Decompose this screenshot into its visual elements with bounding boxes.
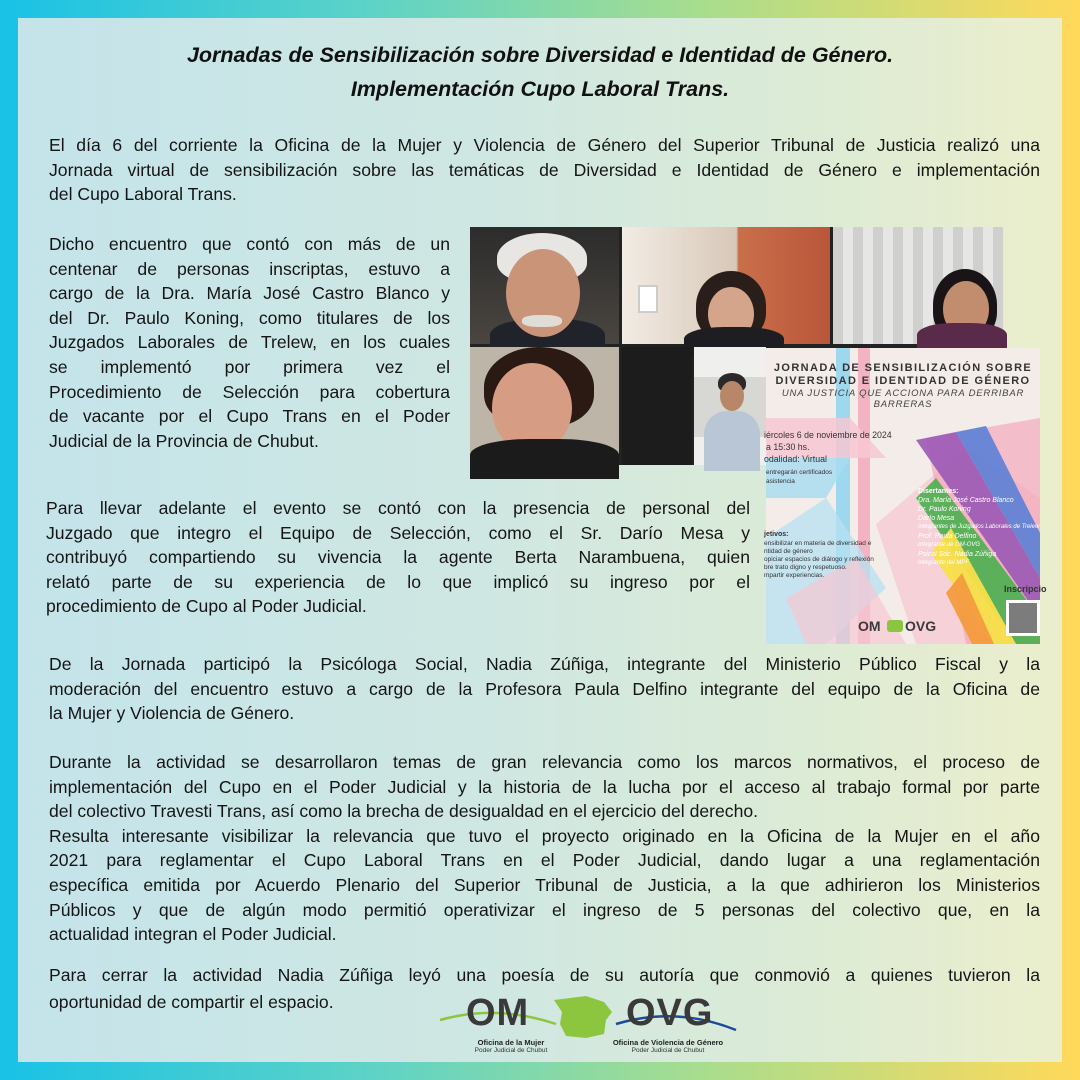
text-line: centenar de personas inscriptas, estuvo a xyxy=(49,258,450,279)
paragraph-intro xyxy=(49,133,1040,207)
text-line: procedimiento de Cupo al Poder Judicial. xyxy=(46,596,367,617)
flyer-om-logo: OM xyxy=(858,618,881,634)
text-line: de vacante por el Cupo Trans en el Poder xyxy=(49,406,450,427)
flyer-objective: bre trato digno y respetuoso. xyxy=(764,564,847,571)
video-tile-participant xyxy=(470,347,619,465)
flyer-ovg-logo: OVG xyxy=(905,618,937,634)
flyer-speaker: Integrante de OM-OVG xyxy=(918,542,981,548)
flyer-map-logo-icon xyxy=(887,620,903,632)
video-tile-participant xyxy=(833,227,1004,344)
paragraph-topics xyxy=(49,750,1040,947)
flyer-speaker: Prof. Paula Delfino xyxy=(918,533,977,540)
text-line: del Cupo Laboral Trans. xyxy=(49,184,237,205)
text-line: Dicho encuentro que contó con más de un xyxy=(49,234,450,254)
flyer-speaker: Psicol Soc. Nadia Zúñiga xyxy=(918,551,997,558)
page-subtitle: Implementación Cupo Laboral Trans. xyxy=(350,77,730,101)
text-line: Para cerrar la actividad Nadia Zúñiga leyó una poesía de su autoría que conmovió a quienes tuvieron la xyxy=(49,965,1040,985)
video-tile-participant xyxy=(470,227,619,344)
flyer-speaker: Integrante del MPF xyxy=(918,560,970,566)
flyer-speaker: Dra. María José Castro Blanco xyxy=(918,497,1014,504)
text-line: Judicial de la Provincia de Chubut. xyxy=(49,430,319,451)
flyer-cert-line2: asistencia xyxy=(766,478,795,485)
video-tile-off xyxy=(622,347,692,465)
flyer-objective: opiciar espacios de diálogo y reflexión xyxy=(764,556,874,563)
text-line: cargo de la Dra. María José Castro Blanco y xyxy=(49,283,450,304)
paragraph-participants xyxy=(49,652,1040,726)
ovg-logo-text: OVG xyxy=(626,992,714,1034)
text-line: Jornada virtual de sensibilización sobre las temáticas de Diversidad e Identidad de Género e implementación xyxy=(49,159,1040,180)
om-logo-name: Oficina de la Mujer xyxy=(477,1038,545,1047)
text-line: del Dr. Paulo Koning, como titulares de los xyxy=(49,307,450,328)
flyer-time: a 15:30 hs. xyxy=(766,442,810,452)
om-logo-text: OM xyxy=(466,992,530,1034)
text-line: oportunidad de compartir el espacio. xyxy=(49,992,334,1012)
text-line: se implementó por primera vez el xyxy=(49,356,450,377)
text-line: moderación del encuentro estuvo a cargo de la Profesora Paula Delfino integrante del equipo de la Oficina de xyxy=(49,678,1040,699)
video-tile-participant xyxy=(622,227,830,344)
flyer-speaker: Integrantes de Juzgados Laborales de Trelew xyxy=(918,524,1040,530)
text-line: De la Jornada participó la Psicóloga Social, Nadia Zúñiga, integrante del Ministerio Público Fiscal y la xyxy=(49,654,1040,674)
flyer-cert-line1: entregarán certificados xyxy=(766,469,833,476)
text-line: Resulta interesante visibilizar la relevancia que tuvo el proyecto originado en la Oficina de la Mujer en el año xyxy=(49,825,1040,846)
ovg-logo-name: Oficina de Violencia de Género xyxy=(612,1038,724,1047)
flyer-objectives-heading: jetivos: xyxy=(764,531,789,538)
text-line: El día 6 del corriente la Oficina de la Mujer y Violencia de Género del Superior Tribunal de Justicia realizó una xyxy=(49,135,1040,155)
text-line: Juzgado que integro el Equipo de Selección, como el Sr. Darío Mesa y xyxy=(46,522,750,543)
flyer-title-line2: DIVERSIDAD E IDENTIDAD DE GÉNERO xyxy=(775,375,1031,387)
flyer-speaker: Dr. Paulo Koning xyxy=(918,506,971,513)
text-line: Para llevar adelante el evento se contó con la presencia de personal del xyxy=(46,498,750,518)
text-line: específica emitida por Acuerdo Plenario del Superior Tribunal de Justicia, a la que adhirieron los Ministerios xyxy=(49,874,1040,895)
footer-logo xyxy=(436,990,740,1060)
text-line: del colectivo Travesti Trans, así como la brecha de desigualdad en el ejercicio del derecho. xyxy=(49,801,759,822)
flyer-objective: ensibilizar en materia de diversidad e xyxy=(764,540,872,547)
text-line: la Mujer y Violencia de Género. xyxy=(49,703,295,724)
flyer-speaker: Darío Mesa xyxy=(918,515,955,522)
ovg-logo-subtitle: Poder Judicial de Chubut xyxy=(631,1047,705,1054)
flyer-mode: odalidad: Virtual xyxy=(764,454,827,464)
text-line: Durante la actividad se desarrollaron temas de gran relevancia como los marcos normativos, el proceso de xyxy=(49,752,1040,772)
flyer-speakers-heading: Disertantes: xyxy=(918,488,959,495)
paragraph-organizers xyxy=(49,232,450,453)
paragraph-team xyxy=(46,496,750,619)
text-line: 2021 para reglamentar el Cupo Laboral Trans en el Poder Judicial, dando lugar a una reglamentación xyxy=(49,850,1040,871)
flyer-date: iércoles 6 de noviembre de 2024 xyxy=(764,430,892,440)
text-line: relató parte de su experiencia de lo que implicó su ingreso por el xyxy=(46,571,750,592)
event-flyer xyxy=(764,348,1047,644)
flyer-inscription-label: Inscripcio xyxy=(1004,584,1047,594)
text-line: Juzgados Laborales de Trelew, en los cuales xyxy=(49,332,450,353)
flyer-objective: ntidad de género xyxy=(764,548,813,555)
text-line: implementación del Cupo en el Poder Judicial y la historia de la lucha por el acceso al trabajo formal por parte xyxy=(49,776,1040,797)
flyer-title-line1: JORNADA DE SENSIBILIZACIÓN SOBRE xyxy=(773,362,1033,374)
om-logo-subtitle: Poder Judicial de Chubut xyxy=(474,1047,548,1054)
flyer-objective: mpartir experiencias. xyxy=(764,572,825,579)
flyer-subtitle: UNA JUSTICIA QUE ACCIONA PARA DERRIBAR BARRERAS xyxy=(781,388,1025,410)
text-line: actualidad integran el Poder Judicial. xyxy=(49,924,337,945)
text-line: Procedimiento de Selección para cobertura xyxy=(49,381,450,402)
video-tile-participant xyxy=(694,347,766,465)
page-title: Jornadas de Sensibilización sobre Diversidad e Identidad de Género. xyxy=(186,43,894,67)
text-line: Públicos y que de algún modo permitió operativizar el ingreso de 5 personas del colectivo que, en la xyxy=(49,899,1040,920)
text-line: contribuyó compartiendo su vivencia la agente Berta Narambuena, quien xyxy=(46,547,750,568)
